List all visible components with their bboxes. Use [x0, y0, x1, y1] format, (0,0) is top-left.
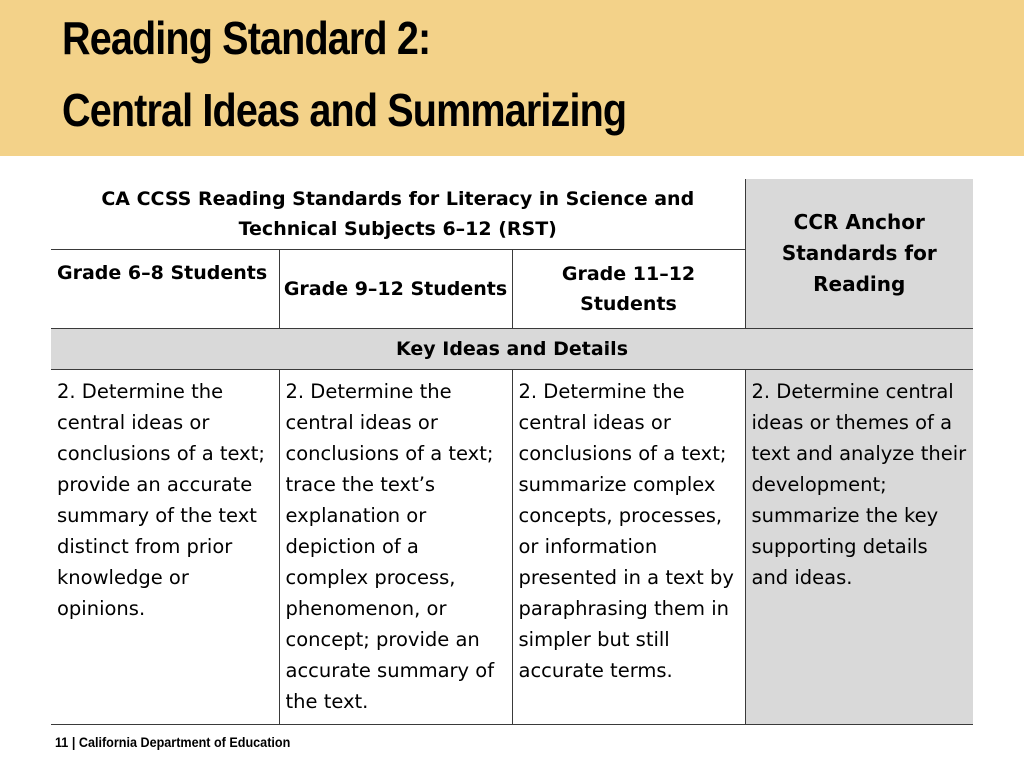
ccr-header: CCR Anchor Standards for Reading: [745, 179, 973, 329]
page-number: 11: [55, 734, 69, 750]
standards-table: [51, 179, 973, 725]
standard-cell-grade-6-8: 2. Determine the central ideas or conclusions of a text; provide an accurate summary of the text distinct from prior knowledge or opinions.: [51, 370, 279, 725]
standard-cell-grade-9-12: 2. Determine the central ideas or conclusions of a text; trace the text’s explanation or depiction of a complex process, phenomenon, or concept; provide an accurate summary of the text.: [279, 370, 512, 725]
grade-header-9-12: Grade 9–12 Students: [279, 250, 512, 329]
footer-separator: |: [71, 734, 76, 750]
standard-cell-grade-11-12: 2. Determine the central ideas or conclusions of a text; summarize complex concepts, processes, or information presented in a text by paraphrasing them in simpler but still accurate terms.: [512, 370, 745, 725]
section-header: Key Ideas and Details: [51, 329, 973, 370]
grade-header-6-8: Grade 6–8 Students: [51, 250, 279, 329]
organization-name: California Department of Education: [78, 734, 291, 750]
grade-header-11-12: Grade 11–12 Students: [512, 250, 745, 329]
slide-title-line-2: Central Ideas and Summarizing: [62, 84, 627, 136]
slide-title-line-1: Reading Standard 2:: [62, 12, 431, 64]
main-header: CA CCSS Reading Standards for Literacy in Science and Technical Subjects 6–12 (RST): [51, 179, 745, 250]
standard-cell-ccr-anchor: 2. Determine central ideas or themes of a text and analyze their development; summarize the key supporting details and ideas.: [745, 370, 973, 725]
footer: [55, 734, 290, 750]
title-banner: [0, 0, 1024, 156]
